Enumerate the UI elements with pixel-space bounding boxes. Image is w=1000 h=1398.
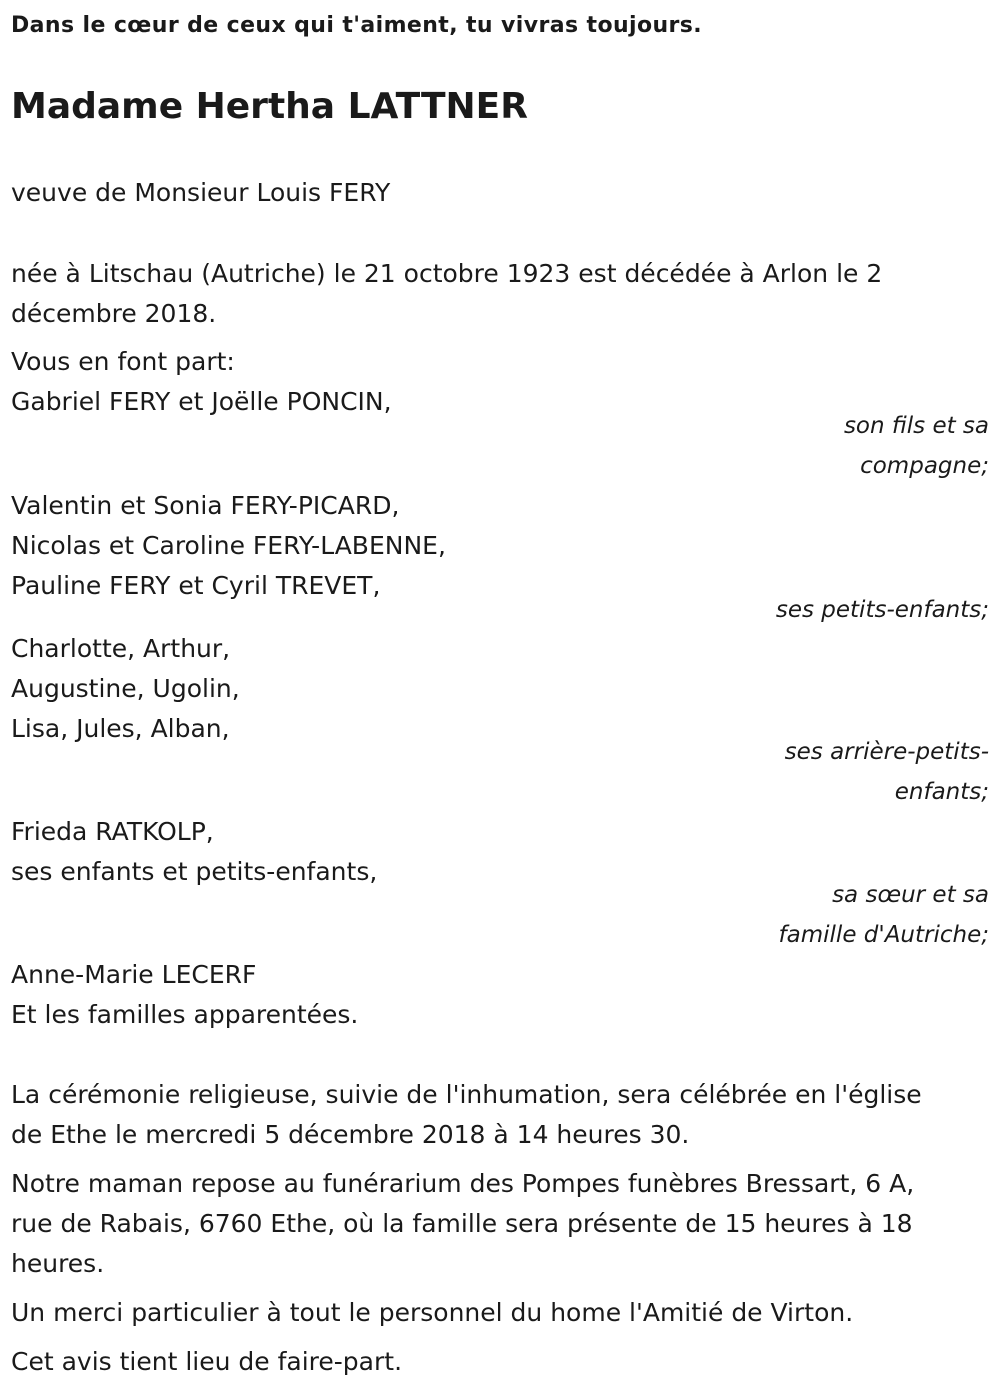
family-name-line: Valentin et Sonia FERY-PICARD,: [11, 491, 400, 520]
family-name-line: Pauline FERY et Cyril TREVET,: [11, 571, 381, 600]
funerarium-line: heures.: [11, 1249, 105, 1278]
epigraph: Dans le cœur de ceux qui t'aiment, tu vivras toujours.: [11, 13, 703, 38]
birth-death-line: née à Litschau (Autriche) le 21 octobre 1923 est décédée à Arlon le 2: [11, 259, 883, 288]
birth-death-line: décembre 2018.: [11, 299, 217, 328]
closing: Cet avis tient lieu de faire-part.: [11, 1347, 403, 1376]
relation-line: ses petits-enfants;: [775, 597, 989, 623]
relation-line: sa sœur et sa: [832, 882, 989, 908]
relation-line: son fils et sa: [843, 413, 989, 439]
family-name-line: Augustine, Ugolin,: [11, 674, 240, 703]
thanks: Un merci particulier à tout le personnel du home l'Amitié de Virton.: [11, 1298, 854, 1327]
funerarium-line: Notre maman repose au funérarium des Pompes funèbres Bressart, 6 A,: [11, 1169, 915, 1198]
ceremony-line: de Ethe le mercredi 5 décembre 2018 à 14 heures 30.: [11, 1120, 690, 1149]
relation-line: ses arrière-petits-: [784, 739, 989, 765]
ceremony-line: La cérémonie religieuse, suivie de l'inhumation, sera célébrée en l'église: [11, 1080, 922, 1109]
family-sister-relation: [11, 875, 989, 955]
family-name-line: Frieda RATKOLP,: [11, 817, 214, 846]
relation-line: famille d'Autriche;: [778, 922, 989, 948]
family-others-names: [11, 955, 989, 1035]
family-great-grandchildren-relation: [11, 732, 989, 812]
family-name-line: Nicolas et Caroline FERY-LABENNE,: [11, 531, 446, 560]
family-grandchildren-names: [11, 486, 989, 606]
family-name-line: Lisa, Jules, Alban,: [11, 714, 230, 743]
family-name-line: Charlotte, Arthur,: [11, 634, 231, 663]
relation-line: compagne;: [860, 453, 989, 479]
family-name-line: Gabriel FERY et Joëlle PONCIN,: [11, 387, 392, 416]
family-great-grandchildren-names: [11, 629, 989, 749]
family-name-line: ses enfants et petits-enfants,: [11, 857, 378, 886]
announce: Vous en font part:: [11, 347, 235, 376]
family-son-relation: [11, 406, 989, 486]
funerarium-paragraph: [11, 1164, 989, 1284]
family-name-line: Et les familles apparentées.: [11, 1000, 359, 1029]
deceased-name: Madame Hertha LATTNER: [11, 86, 528, 127]
birth-death-paragraph: [11, 254, 989, 334]
funerarium-line: rue de Rabais, 6760 Ethe, où la famille sera présente de 15 heures à 18: [11, 1209, 913, 1238]
widow-of: veuve de Monsieur Louis FERY: [11, 178, 391, 207]
relation-line: enfants;: [894, 779, 989, 805]
family-name-line: Anne-Marie LECERF: [11, 960, 257, 989]
family-grandchildren-relation: [11, 590, 989, 630]
ceremony-paragraph: [11, 1075, 989, 1155]
